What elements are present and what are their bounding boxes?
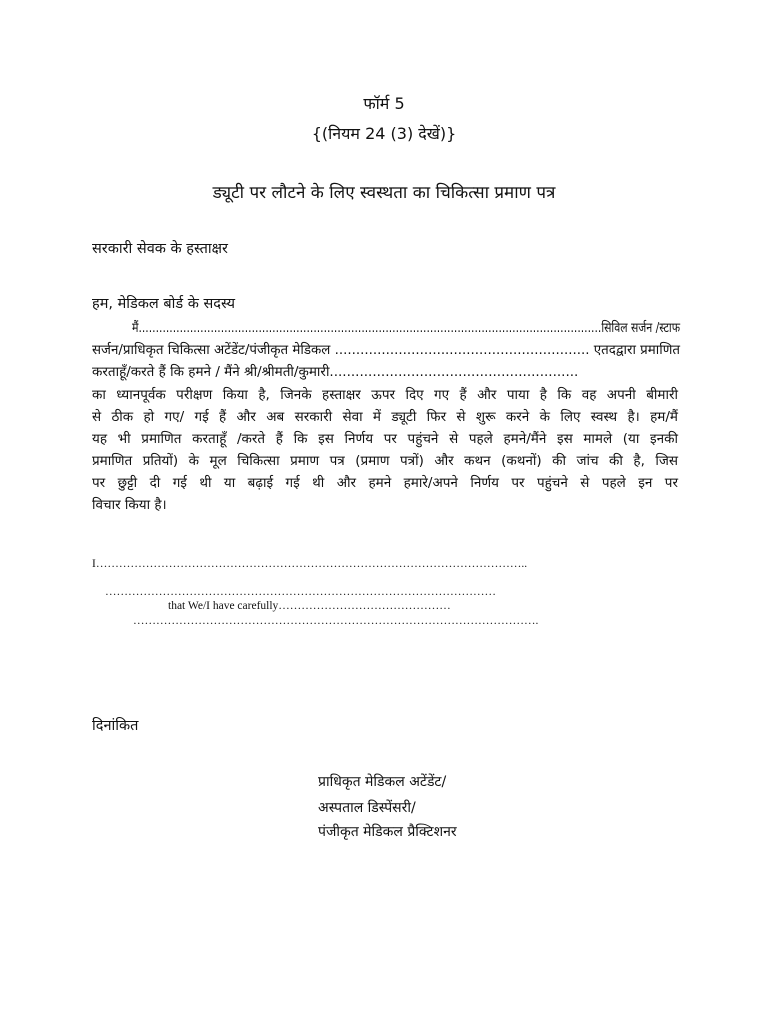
english-line-1: I………………………………………………………………………………………………….. bbox=[92, 558, 528, 570]
body-line: का ध्यानपूर्वक परीक्षण किया है, जिनके हस्ताक्षर ऊपर दिए गए हैं और पाया है कि वह अपनी बीमारी bbox=[92, 387, 678, 403]
board-intro: हम, मेडिकल बोर्ड के सदस्य bbox=[92, 296, 236, 312]
date-label: दिनांकित bbox=[92, 718, 139, 734]
hindi-line-1: मैं.......................................................................................................................................सिविल सर्जन /स्टाफ bbox=[132, 320, 681, 336]
hindi-line-3: करताहूँ/करते हैं कि हमने / मैंने श्री/श्रीमती/कुमारी.......................................................... bbox=[92, 364, 579, 380]
signatory-line-2: अस्पताल डिस्पेंसरी/ bbox=[318, 800, 416, 816]
body-line: यह भी प्रमाणित करताहूँ /करते हैं कि इस निर्णय पर पहुंचने से पहले हमने/मैंने इस मामले (या इनकी bbox=[92, 431, 678, 447]
body-line: पर छुट्टी दी गई थी या बढ़ाई गई थी और हमने हमारे/अपने निर्णय पर पहुंचने से पहले इन पर bbox=[92, 475, 678, 491]
english-line-3: that We/I have carefully……………………………………… bbox=[168, 600, 451, 612]
certificate-title: ड्यूटी पर लौटने के लिए स्वस्थता का चिकित्सा प्रमाण पत्र bbox=[212, 183, 556, 203]
signatory-line-3: पंजीकृत मेडिकल प्रैक्टिशनर bbox=[318, 824, 457, 840]
body-line: से ठीक हो गए/ गई हैं और अब सरकारी सेवा में ड्यूटी फिर से शुरू करने के लिए स्वस्थ है। हम/मैं bbox=[92, 409, 678, 425]
body-line: विचार किया है। bbox=[92, 497, 167, 513]
hindi-line-2: सर्जन/प्राधिकृत चिकित्सा अटेंडेंट/पंजीकृत मेडिकल ............................................................ एतदद्वारा प्रमाणित bbox=[92, 342, 680, 358]
body-line: प्रमाणित प्रतियों) के मूल चिकित्सा प्रमाण पत्र (प्रमाण पत्रों) और कथन (कथनों) की जांच की है, जिस bbox=[92, 453, 678, 469]
certificate-body bbox=[92, 384, 678, 516]
signatory-line-1: प्राधिकृत मेडिकल अटेंडेंट/ bbox=[318, 774, 447, 790]
english-line-2: ………………………………………………………………………………………… bbox=[105, 586, 496, 598]
english-line-4: ……………………………………………………………………………………………. bbox=[133, 615, 539, 627]
rule-reference: {(नियम 24 (3) देखें)} bbox=[311, 124, 457, 143]
form-number: फॉर्म 5 bbox=[363, 94, 405, 113]
servant-signature-label: सरकारी सेवक के हस्ताक्षर bbox=[92, 241, 228, 257]
